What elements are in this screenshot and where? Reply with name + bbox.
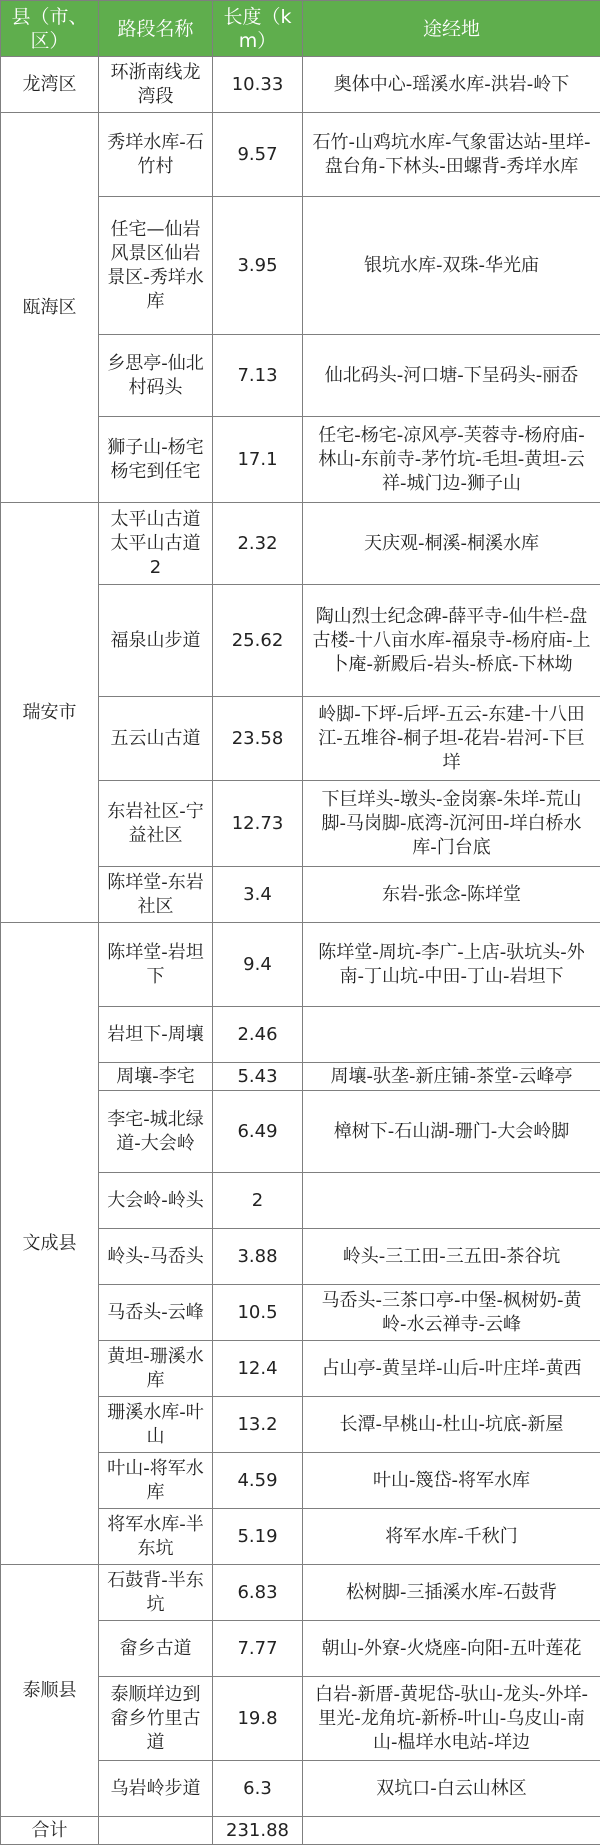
section-name-cell: 五云山古道 [99,697,213,781]
via-cell: 朝山-外寮-火烧座-向阳-五叶莲花 [303,1621,600,1677]
via-cell: 周壤-驮垄-新庄铺-茶堂-云峰亭 [303,1063,600,1091]
length-cell: 6.49 [213,1091,303,1173]
section-name-cell: 叶山-将军水库 [99,1453,213,1509]
via-cell: 马岙头-三茶口亭-中堡-枫树奶-黄岭-水云禅寺-云峰 [303,1285,600,1341]
section-name-cell: 狮子山-杨宅杨宅到任宅 [99,417,213,503]
header-section: 路段名称 [99,1,213,57]
via-cell: 樟树下-石山湖-珊门-大会岭脚 [303,1091,600,1173]
length-cell: 9.57 [213,113,303,197]
length-cell: 17.1 [213,417,303,503]
length-cell: 2.32 [213,503,303,585]
via-cell: 石竹-山鸡坑水库-气象雷达站-里垟-盘台角-下林头-田螺背-秀垟水库 [303,113,600,197]
via-cell: 长潭-早桃山-杜山-坑底-新屋 [303,1397,600,1453]
length-cell: 7.77 [213,1621,303,1677]
via-cell: 双坑口-白云山林区 [303,1761,600,1817]
length-cell: 6.3 [213,1761,303,1817]
section-name-cell: 乡思亭-仙北村码头 [99,335,213,417]
via-cell: 陈垟堂-周坑-李广-上店-驮坑头-外南-丁山坑-中田-丁山-岩坦下 [303,923,600,1007]
length-cell: 13.2 [213,1397,303,1453]
via-cell: 仙北码头-河口塘-下呈码头-丽岙 [303,335,600,417]
length-cell: 19.8 [213,1677,303,1761]
via-cell: 下巨垟头-墩头-金岗寨-朱垟-荒山脚-马岗脚-底湾-沉河田-垟白桥水库-门台底 [303,781,600,867]
length-cell: 2.46 [213,1007,303,1063]
via-cell: 银坑水库-双珠-华光庙 [303,197,600,335]
total-label: 合计 [1,1817,99,1845]
section-name-cell: 太平山古道太平山古道2 [99,503,213,585]
length-cell: 5.43 [213,1063,303,1091]
table-row [1,113,600,197]
section-name-cell: 泰顺垟边到畲乡竹里古道 [99,1677,213,1761]
section-name-cell: 马岙头-云峰 [99,1285,213,1341]
section-name-cell: 石鼓背-半东坑 [99,1565,213,1621]
length-cell: 7.13 [213,335,303,417]
length-cell: 5.19 [213,1509,303,1565]
via-cell [303,1173,600,1229]
section-name-cell: 乌岩岭步道 [99,1761,213,1817]
total-length: 231.88 [213,1817,303,1845]
via-cell: 叶山-篾岱-将军水库 [303,1453,600,1509]
table-body [1,57,600,1817]
section-name-cell: 陈垟堂-东岩社区 [99,867,213,923]
county-cell: 瓯海区 [1,113,99,503]
via-cell: 岭头-三工田-三五田-茶谷坑 [303,1229,600,1285]
section-name-cell: 珊溪水库-叶山 [99,1397,213,1453]
length-cell: 3.95 [213,197,303,335]
section-name-cell: 陈垟堂-岩坦下 [99,923,213,1007]
section-name-cell: 秀垟水库-石竹村 [99,113,213,197]
section-name-cell: 大会岭-岭头 [99,1173,213,1229]
length-cell: 3.4 [213,867,303,923]
length-cell: 23.58 [213,697,303,781]
county-cell: 文成县 [1,923,99,1565]
table-row [1,503,600,585]
section-name-cell: 岭头-马岙头 [99,1229,213,1285]
county-cell: 瑞安市 [1,503,99,923]
header-length: 长度（km） [213,1,303,57]
length-cell: 9.4 [213,923,303,1007]
county-cell: 龙湾区 [1,57,99,113]
length-cell: 25.62 [213,585,303,697]
header-via: 途经地 [303,1,600,57]
length-cell: 4.59 [213,1453,303,1509]
via-cell: 奥体中心-瑶溪水库-洪岩-岭下 [303,57,600,113]
county-cell: 泰顺县 [1,1565,99,1817]
section-name-cell: 东岩社区-宁益社区 [99,781,213,867]
length-cell: 10.33 [213,57,303,113]
length-cell: 10.5 [213,1285,303,1341]
length-cell: 2 [213,1173,303,1229]
table-row [1,57,600,113]
via-cell: 东岩-张念-陈垟堂 [303,867,600,923]
section-name-cell: 任宅—仙岩风景区仙岩景区-秀垟水库 [99,197,213,335]
header-row [1,1,600,57]
via-cell: 松树脚-三插溪水库-石鼓背 [303,1565,600,1621]
section-name-cell: 周壤-李宅 [99,1063,213,1091]
via-cell [303,1007,600,1063]
length-cell: 12.73 [213,781,303,867]
header-county: 县（市、区） [1,1,99,57]
via-cell: 占山亭-黄呈垟-山后-叶庄垟-黄西 [303,1341,600,1397]
via-cell: 将军水库-千秋门 [303,1509,600,1565]
section-name-cell: 福泉山步道 [99,585,213,697]
via-cell: 白岩-新厝-黄坭岱-驮山-龙头-外垟-里光-龙角坑-新桥-叶山-乌皮山-南山-榅垟水电站-垟边 [303,1677,600,1761]
section-name-cell: 将军水库-半东坑 [99,1509,213,1565]
length-cell: 12.4 [213,1341,303,1397]
section-name-cell: 畲乡古道 [99,1621,213,1677]
table-row [1,923,600,1007]
via-cell: 任宅-杨宅-凉风亭-芙蓉寺-杨府庙-林山-东前寺-茅竹坑-毛坦-黄坦-云祥-城门边-狮子山 [303,417,600,503]
section-name-cell: 黄坦-珊溪水库 [99,1341,213,1397]
section-name-cell: 李宅-城北绿道-大会岭 [99,1091,213,1173]
table-row [1,1565,600,1621]
length-cell: 6.83 [213,1565,303,1621]
total-row [1,1817,600,1845]
section-name-cell: 环浙南线龙湾段 [99,57,213,113]
total-via [303,1817,600,1845]
via-cell: 天庆观-桐溪-桐溪水库 [303,503,600,585]
total-section-empty [99,1817,213,1845]
via-cell: 岭脚-下坪-后坪-五云-东建-十八田江-五堆谷-桐子坦-花岩-岩河-下巨垟 [303,697,600,781]
length-cell: 3.88 [213,1229,303,1285]
section-name-cell: 岩坦下-周壤 [99,1007,213,1063]
via-cell: 陶山烈士纪念碑-薛平寺-仙牛栏-盘古楼-十八亩水库-福泉寺-杨府庙-上卜庵-新殿后-岩头-桥底-下林坳 [303,585,600,697]
